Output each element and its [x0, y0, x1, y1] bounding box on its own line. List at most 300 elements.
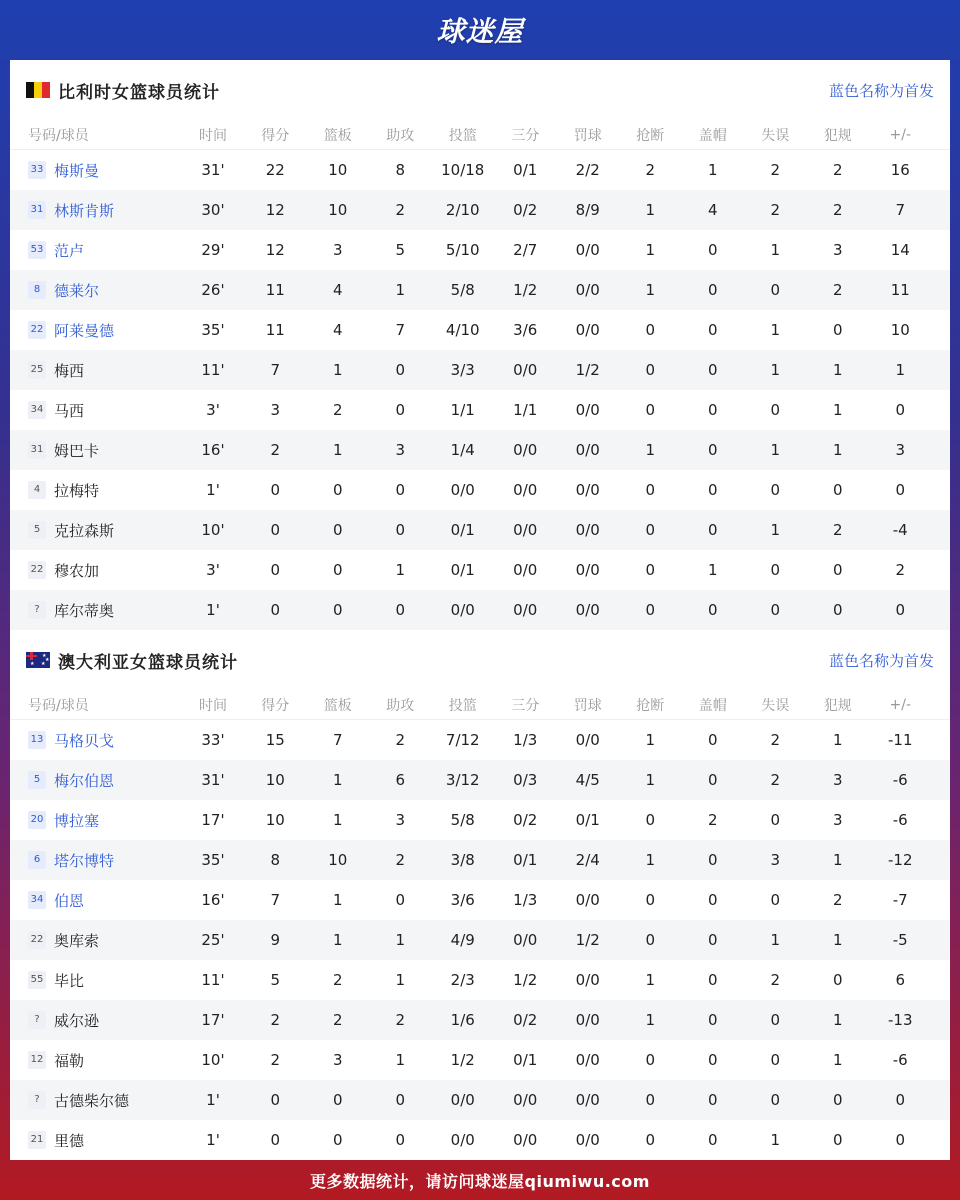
stat-cell: 0 — [707, 361, 718, 379]
stat-cell: 8 — [395, 161, 406, 179]
stat-cell: 2 — [270, 441, 281, 459]
stat-cell: 1/6 — [450, 1011, 475, 1029]
stat-cell: 1 — [770, 1131, 781, 1149]
stat-cell: 0/2 — [513, 201, 538, 219]
stat-cell: 4 — [332, 321, 343, 339]
column-header: 罚球 — [573, 127, 602, 144]
stat-cell: 7 — [332, 731, 343, 749]
stat-cell: 0 — [707, 851, 718, 869]
stat-cell: -13 — [888, 1011, 913, 1029]
stat-cell: 3 — [270, 401, 281, 419]
stat-cell: 3' — [206, 561, 220, 579]
stat-cell: 0 — [770, 401, 781, 419]
stat-cell: 3 — [770, 851, 781, 869]
team-title: 澳大利亚女篮球员统计 — [58, 652, 238, 673]
stat-cell: 4 — [707, 201, 718, 219]
stat-cell: 0/0 — [575, 1091, 600, 1109]
player-name: 马格贝戈 — [54, 731, 115, 750]
team-header — [10, 630, 950, 690]
stat-cell: 1 — [332, 891, 343, 909]
stat-cell: 1 — [707, 161, 718, 179]
stat-cell: 0/0 — [513, 931, 538, 949]
stat-cell: 4/5 — [575, 771, 600, 789]
stat-cell: 0 — [270, 521, 281, 539]
team-title: 比利时女篮球员统计 — [58, 82, 220, 103]
player-name: 奥库索 — [54, 931, 100, 950]
stat-cell: 0 — [707, 401, 718, 419]
player-cell — [10, 320, 182, 341]
stat-cell: 0 — [895, 1131, 906, 1149]
stat-cell: 0 — [395, 361, 406, 379]
stat-cell: 0 — [770, 281, 781, 299]
stat-cell: 2 — [832, 891, 843, 909]
stat-cell: -6 — [892, 811, 908, 829]
column-header: 时间 — [199, 127, 227, 144]
player-cell — [10, 730, 182, 751]
stat-cell: 2 — [707, 811, 718, 829]
stat-cell: 3 — [395, 811, 406, 829]
stat-cell: 0 — [707, 601, 718, 619]
player-name: 克拉森斯 — [54, 521, 115, 540]
stat-cell: 29' — [201, 241, 225, 259]
stat-cell: 0/0 — [575, 321, 600, 339]
stat-cell: 0 — [270, 481, 281, 499]
stat-cell: 1 — [770, 931, 781, 949]
player-name: 梅西 — [54, 361, 85, 380]
player-name: 穆农加 — [54, 561, 100, 580]
stat-cell: 7 — [395, 321, 406, 339]
stat-cell: 6 — [895, 971, 906, 989]
stat-cell: 3' — [206, 401, 220, 419]
stat-cell: 0/0 — [450, 481, 475, 499]
jersey-number: 22 — [28, 561, 46, 579]
stat-cell: 1 — [395, 931, 406, 949]
player-name: 梅斯曼 — [54, 161, 100, 180]
stat-cell: 5 — [395, 241, 406, 259]
player-cell — [10, 1010, 182, 1031]
jersey-number: 31 — [28, 441, 46, 459]
player-cell — [10, 930, 182, 951]
stat-cell: 0 — [770, 811, 781, 829]
stat-cell: 1' — [206, 1131, 220, 1149]
player-name: 库尔蒂奥 — [54, 601, 115, 620]
stat-cell: -4 — [892, 521, 908, 539]
stat-cell: 10' — [201, 1051, 225, 1069]
stat-cell: 0 — [395, 891, 406, 909]
stat-cell: 0 — [332, 1091, 343, 1109]
table-row — [10, 1040, 950, 1080]
stat-cell: 1 — [395, 971, 406, 989]
stat-cell: 10 — [328, 851, 348, 869]
stat-cell: 0/0 — [450, 601, 475, 619]
table-row — [10, 150, 950, 190]
jersey-number: 33 — [28, 161, 46, 179]
stat-cell: 2 — [770, 161, 781, 179]
stat-cell: 0/0 — [575, 1011, 600, 1029]
column-header: 罚球 — [573, 697, 602, 714]
stat-cell: 0/0 — [575, 1051, 600, 1069]
stat-cell: 0 — [645, 811, 656, 829]
stat-cell: 1 — [395, 561, 406, 579]
stat-cell: 2 — [770, 771, 781, 789]
stat-cell: 0 — [332, 521, 343, 539]
table-header — [10, 120, 950, 150]
player-name: 博拉塞 — [54, 811, 100, 830]
australia-flag-icon: ★ ★ ★ ★ — [26, 652, 50, 668]
stat-cell: 33' — [201, 731, 225, 749]
stat-cell: 0 — [270, 1131, 281, 1149]
player-cell — [10, 1090, 182, 1111]
player-cell — [10, 240, 182, 261]
stat-cell: 0/0 — [575, 521, 600, 539]
stat-cell: 1 — [645, 1011, 656, 1029]
footer-promo: 更多数据统计，请访问球迷屋qiumiwu.com — [310, 1171, 650, 1191]
column-header: 失误 — [761, 697, 790, 714]
stat-cell: 0/0 — [513, 1131, 538, 1149]
stat-cell: 31' — [201, 161, 225, 179]
stat-cell: 0 — [645, 321, 656, 339]
table-row — [10, 350, 950, 390]
stat-cell: 16' — [201, 441, 225, 459]
stat-cell: 0 — [895, 601, 906, 619]
stat-cell: 0/1 — [575, 811, 600, 829]
table-row — [10, 590, 950, 630]
player-cell — [10, 200, 182, 221]
stat-cell: 3/12 — [445, 771, 480, 789]
player-name: 塔尔博特 — [54, 851, 115, 870]
stat-cell: 0 — [395, 1131, 406, 1149]
stat-cell: 2/7 — [513, 241, 538, 259]
stat-cell: 0 — [332, 1131, 343, 1149]
stat-cell: 17' — [201, 1011, 225, 1029]
stat-cell: 10/18 — [441, 161, 485, 179]
stat-cell: 1 — [832, 441, 843, 459]
stat-cell: 0/0 — [575, 281, 600, 299]
stat-cell: 3 — [832, 771, 843, 789]
belgium-flag-icon — [26, 82, 50, 98]
jersey-number: 8 — [28, 281, 46, 299]
jersey-number: 6 — [28, 851, 46, 869]
stat-cell: 0 — [645, 891, 656, 909]
stat-cell: 2 — [770, 971, 781, 989]
stat-cell: 0 — [270, 601, 281, 619]
stat-cell: 1 — [645, 851, 656, 869]
stat-cell: 3/3 — [450, 361, 475, 379]
stat-cell: 0 — [770, 601, 781, 619]
stat-cell: 1' — [206, 1091, 220, 1109]
stat-cell: 35' — [201, 321, 225, 339]
column-header: 篮板 — [323, 697, 352, 714]
stat-cell: 0/0 — [575, 891, 600, 909]
stat-cell: 1 — [832, 401, 843, 419]
stat-cell: 1 — [770, 521, 781, 539]
stat-cell: 2 — [332, 1011, 343, 1029]
stat-cell: 0 — [707, 971, 718, 989]
stat-cell: 2 — [832, 521, 843, 539]
stat-cell: 11' — [201, 971, 225, 989]
stat-cell: -6 — [892, 1051, 908, 1069]
player-cell — [10, 1130, 182, 1151]
column-header: 抢断 — [636, 697, 665, 714]
stat-cell: 0 — [395, 521, 406, 539]
player-name: 范卢 — [54, 241, 85, 260]
jersey-number: 13 — [28, 731, 46, 749]
stat-cell: 2 — [832, 281, 843, 299]
jersey-number: 22 — [28, 931, 46, 949]
stat-cell: 2 — [395, 1011, 406, 1029]
column-header: +/- — [889, 126, 911, 143]
player-name: 毕比 — [54, 971, 85, 990]
stat-cell: 2 — [395, 851, 406, 869]
column-header: 号码/球员 — [28, 697, 89, 714]
stat-cell: 0 — [770, 481, 781, 499]
stat-cell: 0 — [645, 1051, 656, 1069]
stat-cell: 11 — [890, 281, 910, 299]
stat-cell: 10' — [201, 521, 225, 539]
stat-cell: 0 — [832, 561, 843, 579]
jersey-number: 55 — [28, 971, 46, 989]
stat-cell: 0 — [707, 1091, 718, 1109]
player-cell — [10, 560, 182, 581]
stat-cell: 0/1 — [450, 521, 475, 539]
stat-cell: 2 — [832, 161, 843, 179]
stat-cell: 11 — [265, 281, 285, 299]
stat-cell: 0/0 — [513, 521, 538, 539]
column-header: 三分 — [511, 697, 540, 714]
player-cell — [10, 160, 182, 181]
stat-cell: 0 — [707, 1051, 718, 1069]
column-header: 失误 — [761, 127, 790, 144]
stat-cell: 2 — [895, 561, 906, 579]
stat-cell: 0 — [770, 561, 781, 579]
jersey-number: 31 — [28, 201, 46, 219]
stat-cell: 0 — [707, 771, 718, 789]
stat-cell: 2 — [770, 201, 781, 219]
stat-cell: 0 — [395, 481, 406, 499]
brand-logo: 球迷屋 — [436, 15, 524, 48]
stat-cell: 5/10 — [445, 241, 480, 259]
stat-cell: 1/2 — [575, 361, 600, 379]
stat-cell: 2/3 — [450, 971, 475, 989]
stat-cell: 12 — [265, 241, 285, 259]
stat-cell: 1/1 — [513, 401, 538, 419]
stat-cell: 0 — [832, 601, 843, 619]
stat-cell: 0 — [395, 1091, 406, 1109]
table-row — [10, 470, 950, 510]
player-name: 德莱尔 — [54, 281, 100, 300]
stat-cell: 0/0 — [575, 401, 600, 419]
stat-cell: 1/2 — [575, 931, 600, 949]
stat-cell: 2/4 — [575, 851, 600, 869]
stat-cell: 0 — [645, 361, 656, 379]
stat-cell: 2 — [645, 161, 656, 179]
stat-cell: 7 — [270, 891, 281, 909]
stat-cell: 15 — [265, 731, 285, 749]
player-cell — [10, 440, 182, 461]
player-cell — [10, 600, 182, 621]
stat-cell: 0/1 — [450, 561, 475, 579]
team-section-australia — [10, 630, 950, 1160]
stat-cell: 1 — [332, 811, 343, 829]
jersey-number: 4 — [28, 481, 46, 499]
stat-cell: 3/8 — [450, 851, 475, 869]
stat-cell: 0 — [707, 1131, 718, 1149]
stat-cell: 1 — [645, 201, 656, 219]
stat-cell: 12 — [265, 201, 285, 219]
stat-cell: 0 — [645, 481, 656, 499]
top-bar — [0, 0, 960, 60]
stats-panel — [10, 60, 950, 1160]
starter-legend-note: 蓝色名称为首发 — [828, 651, 934, 670]
stat-cell: 1 — [832, 731, 843, 749]
stat-cell: 0 — [707, 731, 718, 749]
stat-cell: 4/9 — [450, 931, 475, 949]
stat-cell: 0 — [395, 401, 406, 419]
stat-cell: 0/0 — [513, 561, 538, 579]
player-name: 拉梅特 — [54, 481, 100, 500]
stat-cell: 1 — [395, 281, 406, 299]
stat-cell: 1 — [645, 441, 656, 459]
table-row — [10, 760, 950, 800]
column-header: 篮板 — [323, 127, 352, 144]
table-row — [10, 1080, 950, 1120]
stat-cell: 0/0 — [575, 481, 600, 499]
stat-cell: 0 — [770, 1051, 781, 1069]
stat-cell: 1/1 — [450, 401, 475, 419]
stat-cell: 0/0 — [513, 1091, 538, 1109]
stat-cell: 1 — [645, 241, 656, 259]
team-header — [10, 60, 950, 120]
stat-cell: 1/3 — [513, 731, 538, 749]
stat-cell: 0 — [270, 1091, 281, 1109]
stat-cell: 1 — [332, 361, 343, 379]
stat-cell: 0/0 — [575, 601, 600, 619]
column-header: 投篮 — [448, 127, 477, 144]
starter-legend-note: 蓝色名称为首发 — [828, 81, 934, 100]
stat-cell: 0 — [645, 931, 656, 949]
stat-cell: 1 — [832, 361, 843, 379]
stat-cell: 1 — [645, 971, 656, 989]
jersey-number: 12 — [28, 1051, 46, 1069]
stat-cell: 0 — [832, 971, 843, 989]
player-name: 阿莱曼德 — [54, 321, 115, 340]
stat-cell: 3 — [832, 241, 843, 259]
stat-cell: 1 — [645, 771, 656, 789]
stat-cell: 0 — [707, 481, 718, 499]
stat-cell: 0 — [645, 601, 656, 619]
stat-cell: 0/0 — [513, 361, 538, 379]
stat-cell: 0 — [895, 401, 906, 419]
stat-cell: 16 — [890, 161, 910, 179]
stat-cell: 2 — [270, 1051, 281, 1069]
stat-cell: 5/8 — [450, 811, 475, 829]
stat-cell: 1/2 — [513, 281, 538, 299]
stat-cell: 0 — [770, 1091, 781, 1109]
stat-cell: 0/3 — [513, 771, 538, 789]
stat-cell: 3 — [332, 241, 343, 259]
stat-cell: 0 — [895, 481, 906, 499]
stat-cell: 0 — [707, 891, 718, 909]
stat-cell: 0/0 — [575, 1131, 600, 1149]
stat-cell: 0/0 — [575, 241, 600, 259]
table-row — [10, 920, 950, 960]
stat-cell: 31' — [201, 771, 225, 789]
stat-cell: 10 — [328, 201, 348, 219]
stat-cell: 0 — [707, 521, 718, 539]
player-cell — [10, 850, 182, 871]
column-header: 时间 — [199, 697, 227, 714]
column-header: 盖帽 — [698, 697, 727, 714]
stat-cell: 1 — [395, 1051, 406, 1069]
stat-cell: 0/0 — [450, 1131, 475, 1149]
stat-cell: -6 — [892, 771, 908, 789]
column-header: 盖帽 — [698, 127, 727, 144]
stat-cell: 0 — [707, 241, 718, 259]
player-cell — [10, 360, 182, 381]
table-row — [10, 230, 950, 270]
player-name: 林斯肯斯 — [54, 201, 115, 220]
stat-cell: 3 — [895, 441, 906, 459]
stat-cell: 0 — [645, 1091, 656, 1109]
stat-cell: 4 — [332, 281, 343, 299]
table-row — [10, 880, 950, 920]
player-name: 威尔逊 — [54, 1011, 100, 1030]
stat-cell: 0 — [395, 601, 406, 619]
column-header: 抢断 — [636, 127, 665, 144]
stat-cell: 0 — [645, 561, 656, 579]
stat-cell: 1/4 — [450, 441, 475, 459]
table-row — [10, 840, 950, 880]
stat-cell: 0/1 — [513, 851, 538, 869]
table-row — [10, 720, 950, 760]
stat-cell: 1 — [645, 731, 656, 749]
stat-cell: 2 — [395, 201, 406, 219]
column-header: 三分 — [511, 127, 540, 144]
stat-cell: 1 — [770, 241, 781, 259]
stat-cell: 0/2 — [513, 811, 538, 829]
column-header: 助攻 — [386, 697, 415, 714]
table-row — [10, 270, 950, 310]
jersey-number: 53 — [28, 241, 46, 259]
stat-cell: 1 — [832, 1051, 843, 1069]
player-name: 马西 — [54, 401, 85, 420]
stat-cell: 10 — [328, 161, 348, 179]
jersey-number: 21 — [28, 1131, 46, 1149]
stat-cell: 3 — [332, 1051, 343, 1069]
stat-cell: 0 — [332, 601, 343, 619]
stat-cell: -7 — [892, 891, 908, 909]
stat-cell: 0/0 — [513, 481, 538, 499]
stat-cell: -5 — [892, 931, 908, 949]
player-name: 福勒 — [54, 1051, 85, 1070]
stat-cell: 9 — [270, 931, 281, 949]
player-cell — [10, 480, 182, 501]
column-header: 犯规 — [823, 127, 852, 144]
stat-cell: 2 — [770, 731, 781, 749]
table-row — [10, 800, 950, 840]
table-row — [10, 390, 950, 430]
stat-cell: 2/2 — [575, 161, 600, 179]
column-header: 得分 — [261, 697, 290, 714]
stat-cell: 0/1 — [513, 1051, 538, 1069]
stat-cell: 1 — [832, 931, 843, 949]
stat-cell: 2 — [395, 731, 406, 749]
stat-cell: 1 — [770, 361, 781, 379]
table-row — [10, 550, 950, 590]
player-cell — [10, 520, 182, 541]
stat-cell: 0 — [707, 281, 718, 299]
stat-cell: -12 — [888, 851, 913, 869]
